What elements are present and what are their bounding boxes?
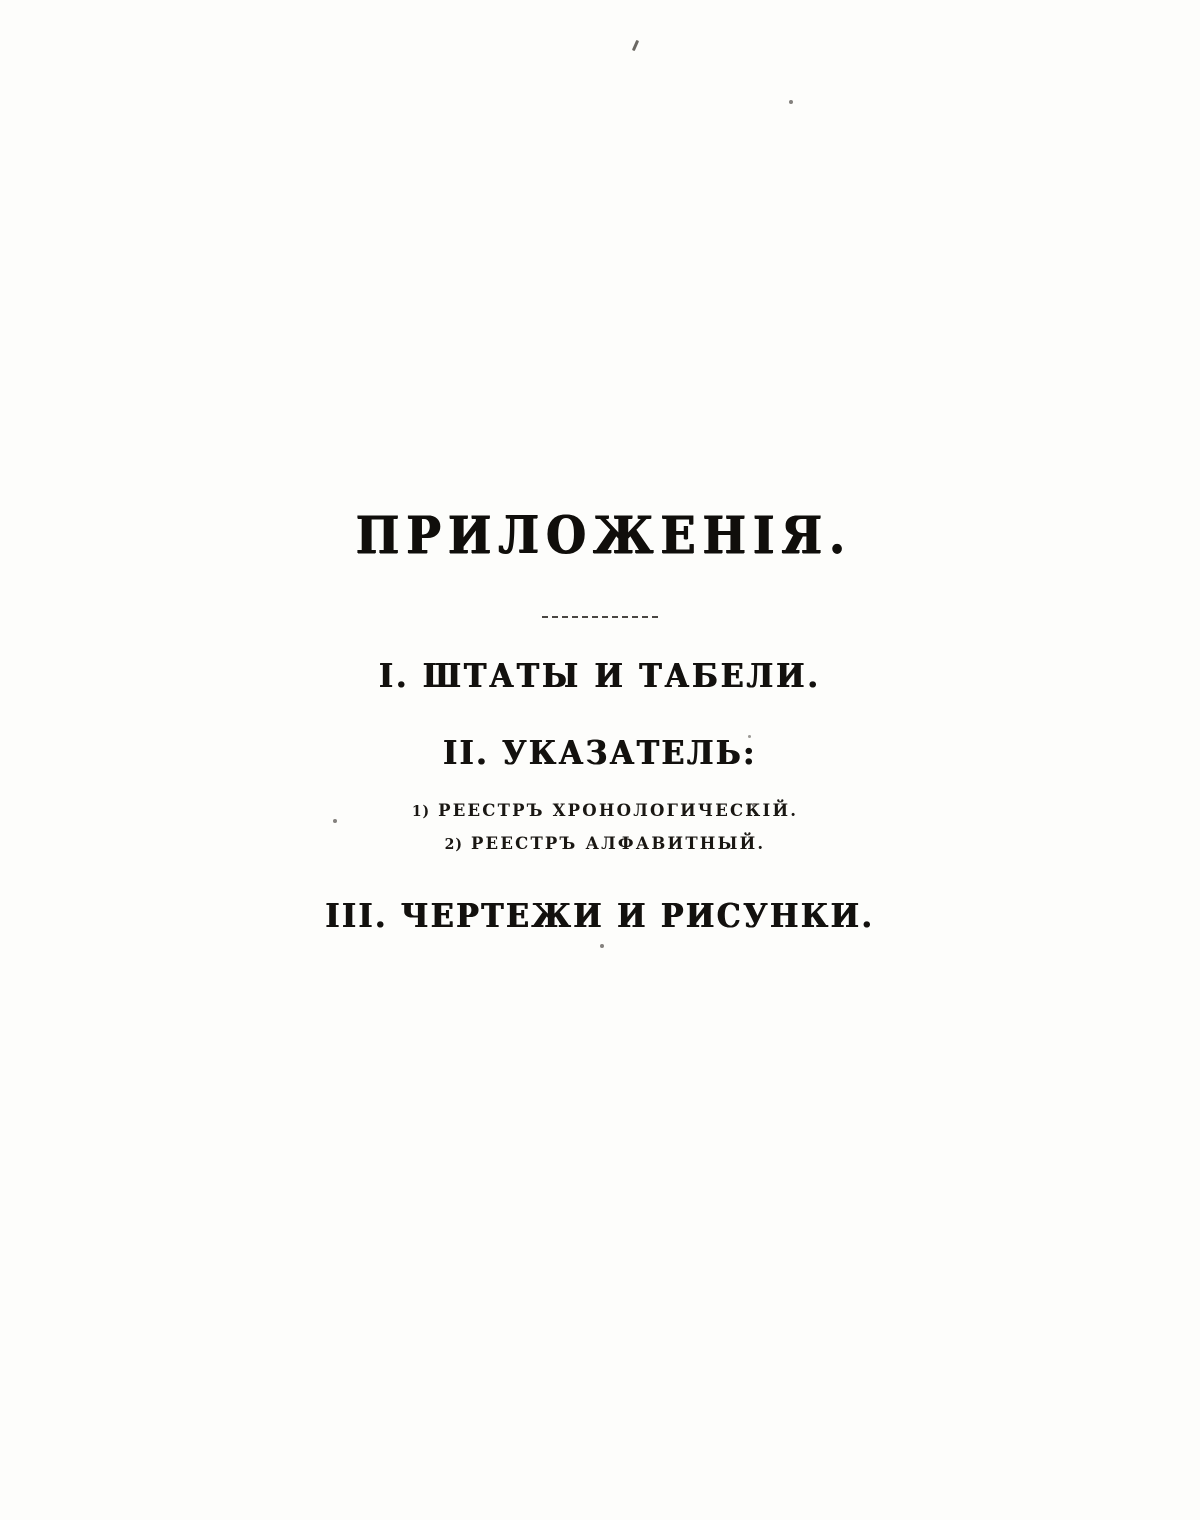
page-content (0, 505, 1200, 934)
contents-sublist (0, 801, 1200, 853)
contents-subentry-1-label: РЕЕСТРЪ ХРОНОЛОГИЧЕСКІЙ. (438, 800, 799, 821)
page-title: ПРИЛОЖЕНІЯ. (355, 505, 853, 566)
contents-entry-3: III. ЧЕРТЕЖИ И РИСУНКИ. (325, 897, 875, 936)
title-divider (0, 605, 1200, 615)
contents-subentry-1-number: 1) (411, 803, 431, 821)
contents-subentry-1 (0, 801, 1200, 821)
scan-artifact-dot (789, 100, 793, 104)
scan-artifact-mark (632, 40, 639, 51)
contents-subentry-2-label: РЕЕСТРЪ АЛФАВИТНЫЙ. (470, 833, 766, 854)
dashed-rule-icon (542, 616, 658, 618)
scan-artifact-dot (600, 944, 604, 948)
contents-subentry-2 (0, 834, 1200, 854)
contents-subentry-2-number: 2) (444, 836, 463, 854)
contents-entry-1: I. ШТАТЫ И ТАБЕЛИ. (379, 657, 821, 696)
contents-entry-2: II. УКАЗАТЕЛЬ: (443, 734, 757, 773)
